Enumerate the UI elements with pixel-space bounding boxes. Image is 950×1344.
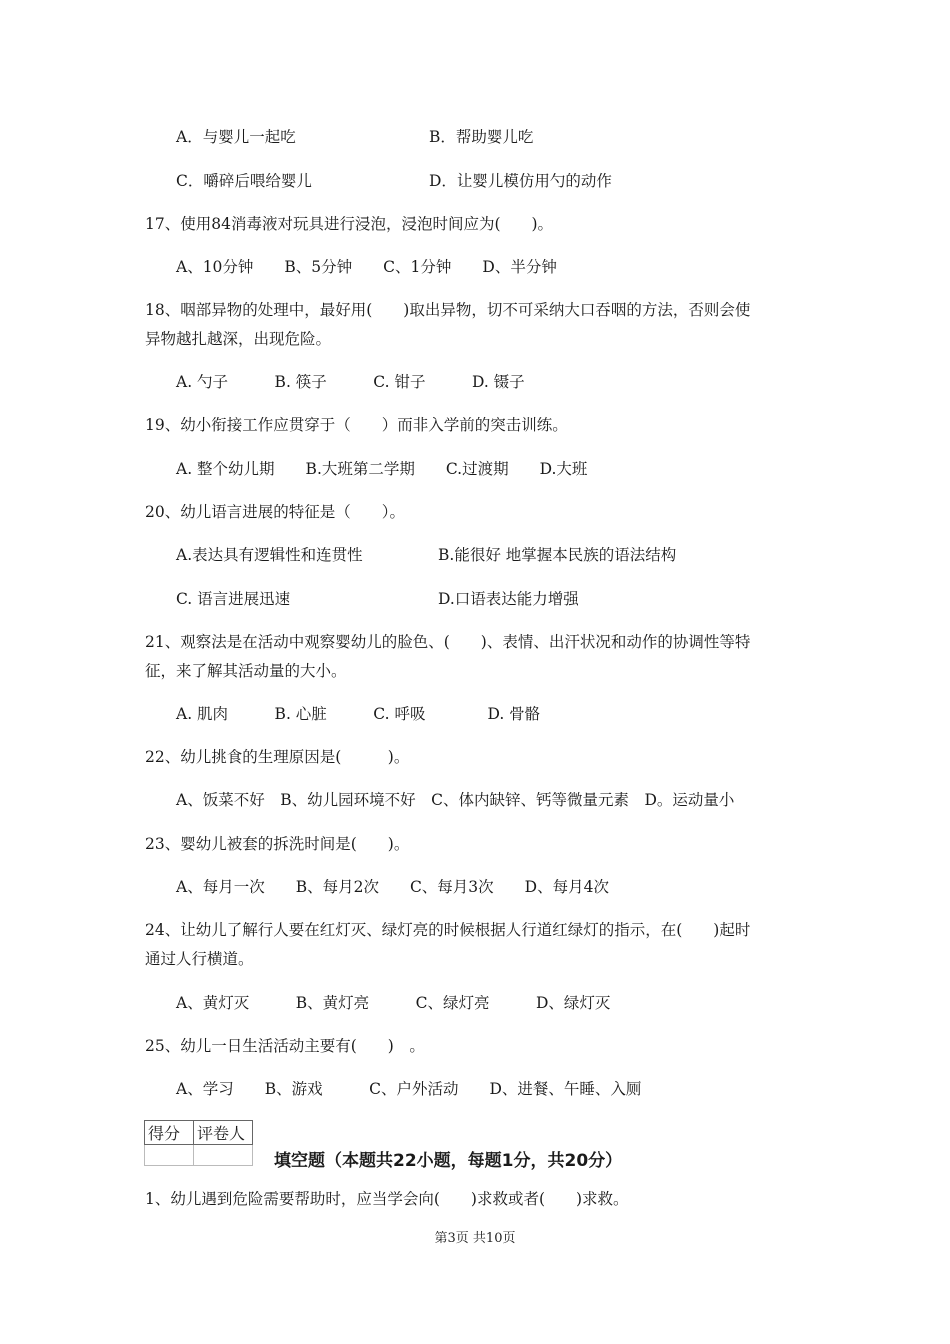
- q20-option-b: B.能很好 地掌握本民族的语法结构: [438, 546, 677, 564]
- q16-option-c: C．嚼碎后喂给婴儿: [176, 172, 312, 190]
- q19-options: A. 整个幼儿期 B.大班第二学期 C.过渡期 D.大班: [176, 460, 588, 478]
- question-21-line1: 21、观察法是在活动中观察婴幼儿的脸色、( )、表情、出汗状况和动作的协调性等特: [145, 633, 751, 651]
- q21-options: A. 肌肉 B. 心脏 C. 呼吸 D. 骨骼: [176, 705, 541, 723]
- q22-options: A、饭菜不好 B、幼儿园环境不好 C、体内缺锌、钙等微量元素 D。运动量小: [176, 791, 735, 809]
- question-20: 20、幼儿语言进展的特征是（ ）。: [145, 503, 405, 521]
- fill-question-1: 1、幼儿遇到危险需要帮助时，应当学会向( )求救或者( )求救。: [145, 1190, 629, 1208]
- score-cell: [145, 1145, 194, 1166]
- q24-options: A、黄灯灭 B、黄灯亮 C、绿灯亮 D、绿灯灭: [176, 994, 611, 1012]
- question-24-line2: 通过人行横道。: [145, 950, 254, 968]
- grader-cell: [194, 1145, 253, 1166]
- question-24-line1: 24、让幼儿了解行人要在红灯灭、绿灯亮的时候根据人行道红绿灯的指示，在( )起时: [145, 921, 751, 939]
- score-box: [144, 1120, 253, 1166]
- question-23: 23、婴幼儿被套的拆洗时间是( )。: [145, 835, 410, 853]
- q18-options: A. 勺子 B. 筷子 C. 钳子 D. 镊子: [176, 373, 525, 391]
- question-17: 17、使用84消毒液对玩具进行浸泡，浸泡时间应为( )。: [145, 215, 554, 233]
- grader-label: 评卷人: [194, 1121, 253, 1145]
- q17-options: A、10分钟 B、5分钟 C、1分钟 D、半分钟: [176, 258, 557, 276]
- q20-option-c: C. 语言进展迅速: [176, 590, 291, 608]
- section-title: 填空题（本题共22小题，每题1分，共20分）: [274, 1151, 623, 1171]
- q16-option-a: A．与婴儿一起吃: [176, 128, 296, 146]
- q16-option-d: D．让婴儿模仿用勺的动作: [429, 172, 612, 190]
- page-footer: 第3页 共10页: [434, 1231, 516, 1246]
- q20-option-a: A.表达具有逻辑性和连贯性: [176, 546, 363, 564]
- question-25: 25、幼儿一日生活活动主要有( ) 。: [145, 1037, 425, 1055]
- question-18-line1: 18、咽部异物的处理中，最好用( )取出异物，切不可采纳大口吞咽的方法，否则会使: [145, 301, 751, 319]
- q20-option-d: D.口语表达能力增强: [438, 590, 579, 608]
- q25-options: A、学习 B、游戏 C、户外活动 D、进餐、午睡、入厕: [176, 1080, 642, 1098]
- question-21-line2: 征，来了解其活动量的大小。: [145, 662, 347, 680]
- question-19: 19、幼小衔接工作应贯穿于（ ）而非入学前的突击训练。: [145, 416, 568, 434]
- q16-option-b: B．帮助婴儿吃: [429, 128, 534, 146]
- score-label: 得分: [145, 1121, 194, 1145]
- question-22: 22、幼儿挑食的生理原因是( )。: [145, 748, 410, 766]
- q23-options: A、每月一次 B、每月2次 C、每月3次 D、每月4次: [176, 878, 609, 896]
- question-18-line2: 异物越扎越深，出现危险。: [145, 330, 332, 348]
